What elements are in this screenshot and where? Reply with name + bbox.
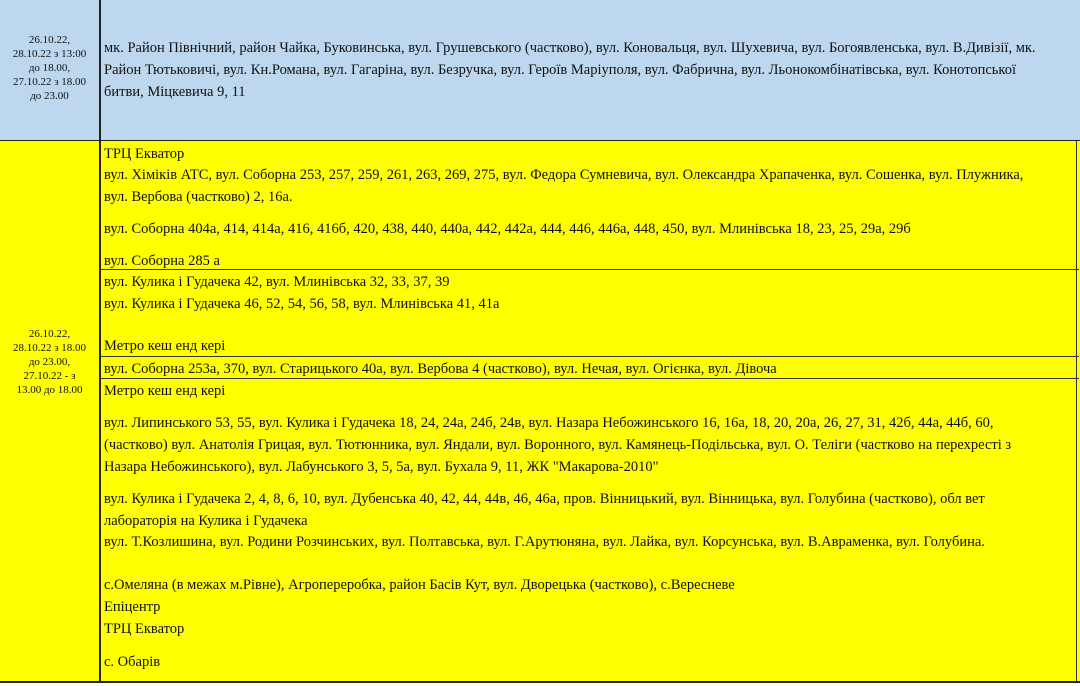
block1-title: ТРЦ Екватор	[104, 146, 185, 162]
yellow-row	[0, 141, 1080, 683]
block4-metro: Метро кеш енд кері	[104, 383, 226, 399]
block3-line1: вул. Соборна 253а, 370, вул. Старицького 40а, вул. Вербова 4 (частково), вул. Нечая, вул. Огієнка, вул. Дівоча	[104, 361, 777, 377]
row-divider	[101, 269, 1079, 270]
right-border	[1076, 141, 1077, 681]
blue-addresses: мк. Район Північний, район Чайка, Буковинська, вул. Грушевського (частково), вул. Коновальця, вул. Шухевича, вул. Богоявленська, вул. В.Дивізії, мк. Район Тютьковичі, вул. Кн.Романа, вул. Гагаріна, вул. Безручка, вул. Героїв Маріуполя, вул. Фабрична, вул. Льонокомбінатівська, вул. Конотопської битви, Міцкевича 9, 11	[104, 40, 1036, 100]
block1-soborna-285: вул. Соборна 285 а	[104, 253, 220, 269]
block4-lypynskoho: вул. Липинського 53, 55, вул. Кулика і Гудачека 18, 24, 24а, 24б, 24в, вул. Назара Небожинського 16, 16а, 18, 20, 20а, 26, 27, 31, 42б, 44а, 44б, 60, (частково) вул. Анатолія Грицая, вул. Тютюнника, вул. Яндали, вул. Воронного, вул. Камянець-Подільська, вул. О. Теліги (частково на перехресті з Назара Небожинського), вул. Лабунського 3, 5, 5а, вул. Бухала 9, 11, ЖК "Макарова-2010"	[104, 415, 1012, 475]
column-divider	[99, 141, 101, 681]
block1-sobornaya: вул. Соборна 404а, 414, 414а, 416, 416б, 420, 438, 440, 440а, 442, 442а, 444, 446, 446а, 448, 450, вул. Млинівська 18, 23, 25, 29а, 29б	[104, 221, 911, 237]
block4-ekvator: ТРЦ Екватор	[104, 621, 185, 637]
block2-line1: вул. Кулика і Гудачека 42, вул. Млинівська 32, 33, 37, 39	[104, 274, 450, 290]
row-divider	[101, 378, 1079, 379]
block4-kulyka: вул. Кулика і Гудачека 2, 4, 8, 6, 10, вул. Дубенська 40, 42, 44, 44в, 46, 46а, пров. Вінницький, вул. Вінницька, вул. Голубина (частково), обл вет лабораторія на Кулика і Гудачека	[104, 491, 985, 529]
block2-metro: Метро кеш енд кері	[104, 338, 226, 354]
blue-row	[0, 0, 1080, 142]
block1-addresses: вул. Хіміків АТС, вул. Соборна 253, 257, 259, 261, 263, 269, 275, вул. Федора Сумневича, вул. Олександра Храпаченка, вул. Сошенка, вул. Плужника, вул. Вербова (частково) 2, 16а.	[104, 167, 1024, 205]
yellow-date-cell: 26.10.22, 28.10.22 з 18.00 до 23.00, 27.10.22 - з 13.00 до 18.00	[12, 328, 87, 396]
blue-date-cell: 26.10.22, 28.10.22 з 13:00 до 18.00, 27.10.22 з 18.00 до 23.00	[12, 34, 87, 102]
block2-line2: вул. Кулика і Гудачека 46, 52, 54, 56, 58, вул. Млинівська 41, 41а	[104, 296, 500, 312]
block4-epitsentr: Епіцентр	[104, 599, 161, 615]
column-divider	[99, 0, 101, 140]
block4-omeliana: с.Омеляна (в межах м.Рівне), Агропереробка, район Басів Кут, вул. Дворецька (частково), с.Вересневе	[104, 577, 735, 593]
row-divider	[101, 356, 1079, 357]
block4-obariv: с. Обарів	[104, 654, 161, 670]
block4-kozlyshyna: вул. Т.Козлишина, вул. Родини Розчинських, вул. Полтавська, вул. Г.Арутюняна, вул. Лайка, вул. Корсунська, вул. В.Авраменка, вул. Голубина.	[104, 534, 985, 550]
